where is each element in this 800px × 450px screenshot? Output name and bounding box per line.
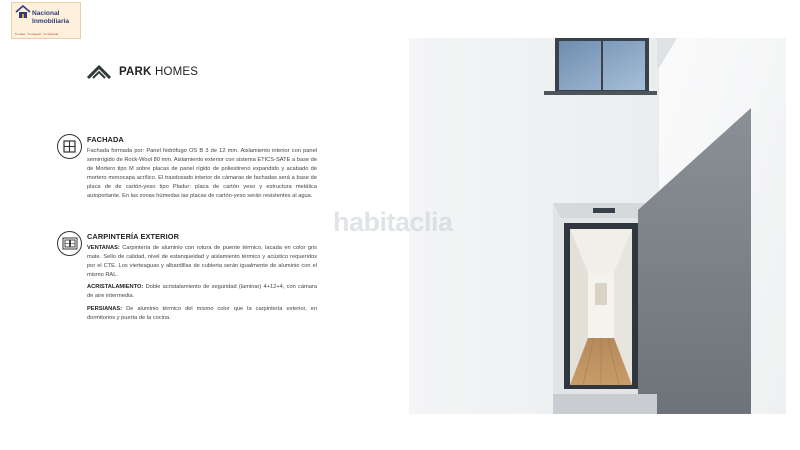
carpinteria-item-persianas: [87, 305, 317, 323]
item-text: Carpintería de aluminio con rotura de puente térmico, lacada en color gris mate. Sello de calidad, nivel de estanqueidad y aislamiento térmico y acústico requeridos por el CTE. Los vierteaguas y albardillas de cubierta serán igualmente de aluminio con el mismo RAL.: [87, 245, 317, 279]
section-body-fachada: Fachada formada por: Panel hidrófugo OS B 3 de 12 mm. Aislamiento interior con panel semirrigido de Rock-Wool 80 mm. Aislamiento exterior con sistema ETICS-SATE a base de de Mortero tipo M sobre placas de panel rígido de poliestireno expandido y acabado de mortero monocapa acrílico. El trasdosado interior de cámaras de fachadas será a base de placa de de cartón-yeso tipo Pladur: placa de cartón yeso y estructura metálica autoportante. En las zonas húmedas las placas de cartón-yeso serán resistentes al agua.: [87, 148, 317, 200]
item-text: Doble acristalamiento de seguridad (laminar) 4+12+4, con cámara de aire intermedia.: [87, 284, 317, 300]
section-title-carpinteria: CARPINTERÍA EXTERIOR: [87, 232, 180, 241]
brand-name: [119, 66, 198, 78]
facade-window-icon: [57, 134, 82, 159]
window-frame-icon: [57, 231, 82, 256]
item-text: De aluminio térmico del mismo color que la carpintería exterior, en dormitorios y puerta de la cocina.: [87, 306, 317, 322]
watermark: habitaclia: [333, 207, 453, 237]
agency-logo[interactable]: [11, 2, 81, 39]
agency-name-line2: Inmobiliaria: [32, 18, 70, 25]
carpinteria-item-acristalamiento: [87, 283, 317, 301]
brand-name-bold: PARK: [119, 66, 152, 78]
facade-photo: [409, 38, 786, 414]
house-icon: [15, 5, 31, 19]
item-label: VENTANAS:: [87, 245, 120, 251]
facade-photo-illustration: [409, 38, 786, 414]
agency-name-line1: Nacional: [32, 10, 60, 17]
brand-name-light: HOMES: [154, 66, 199, 78]
agency-tagline: Tu casa · Tu negocio · Tu Vivienda: [15, 32, 59, 36]
park-homes-logo-icon: [87, 64, 111, 80]
brand-logo: [87, 63, 198, 81]
item-label: PERSIANAS:: [87, 306, 123, 312]
carpinteria-item-ventanas: [87, 244, 317, 280]
item-label: ACRISTALAMIENTO:: [87, 284, 144, 290]
section-title-fachada: FACHADA: [87, 135, 124, 144]
agency-name: [32, 10, 80, 26]
